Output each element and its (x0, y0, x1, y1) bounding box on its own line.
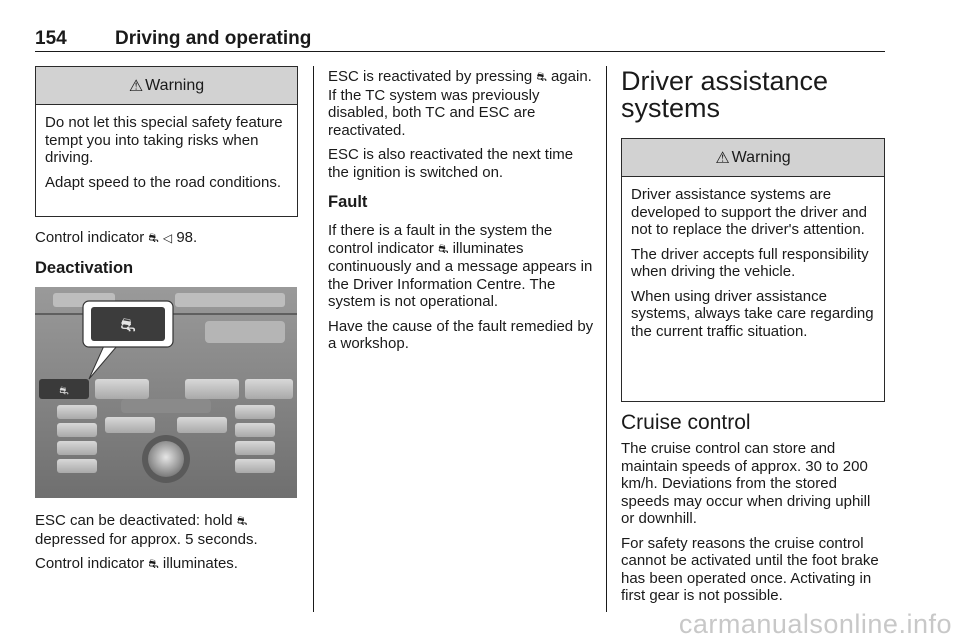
esc-off-icon: ⛐ (438, 241, 449, 256)
deactivation-heading: Deactivation (35, 259, 134, 277)
warning-header (36, 67, 297, 105)
warning-icon: ⚠ (128, 77, 144, 95)
esc-off-icon: ⛐ (536, 70, 547, 84)
column-divider (313, 66, 314, 612)
fault-paragraph: If there is a fault in the system the control indicator (328, 222, 553, 257)
indicator-text-cont: illuminates. (162, 555, 238, 572)
warning-paragraph: Do not let this special safety feature tempt you into taking risks when driving. (45, 114, 283, 166)
cruise-paragraph: For safety reasons the cruise control cannot be activated until the foot brake has been operated once. Activating in first gear is not possible. (621, 534, 879, 604)
fault-text (328, 222, 594, 360)
esc-off-icon: ⛐ (236, 514, 248, 528)
deactivate-text: ESC can be deactivated: hold (35, 512, 233, 529)
cruise-control-text (621, 440, 887, 612)
fault-paragraph-cont: illuminates continuously and a message appears in the Driver Information Centre. The system is not operational. (328, 239, 593, 310)
cruise-control-heading: Cruise control (621, 411, 751, 434)
esc-off-icon: ⛐ (148, 231, 159, 245)
warning-paragraph: Driver assistance systems are developed to support the driver and not to replace the driver's attention. (631, 186, 867, 238)
fault-heading: Fault (328, 193, 368, 211)
fault-remedy-paragraph: Have the cause of the fault remedied by a workshop. (328, 317, 594, 352)
esc-off-icon: ⛐ (148, 557, 159, 571)
warning-paragraph: Adapt speed to the road conditions. (45, 173, 282, 191)
reactivation-paragraph-cont: again. If the TC system was previously disabled, both TC and ESC are reactivated. (328, 68, 592, 139)
control-indicator-line (35, 229, 300, 248)
reactivation-text (328, 68, 594, 188)
svg-text:⛐: ⛐ (120, 315, 136, 336)
page-number: 154 (35, 28, 67, 49)
warning-box (35, 66, 298, 217)
reactivation-paragraph: ESC is reactivated by pressing (328, 68, 533, 85)
column-divider (606, 66, 607, 612)
svg-text:⛐: ⛐ (59, 384, 69, 397)
page-ref-number: 98. (176, 229, 198, 246)
console-photo (35, 287, 297, 498)
deactivate-text-cont: depressed for approx. 5 seconds. (35, 530, 258, 548)
warning-title: Warning (145, 76, 205, 94)
warning-title: Warning (731, 148, 791, 166)
warning-icon: ⚠ (715, 149, 730, 167)
page-header (35, 26, 885, 52)
indicator-text: Control indicator (35, 555, 145, 572)
ignition-paragraph: ESC is also reactivated the next time the ignition is switched on. (328, 146, 574, 181)
warning-box (621, 138, 885, 402)
warning-header (622, 139, 884, 177)
page-ref-icon: ◁ (162, 231, 173, 245)
control-indicator-label: Control indicator (35, 229, 145, 246)
warning-paragraph: When using driver assistance systems, always take care regarding the current traffic situation. (631, 287, 874, 340)
warning-paragraph: The driver accepts full responsibility when driving the vehicle. (631, 245, 869, 280)
deactivate-instruction (35, 512, 300, 581)
watermark: carmanualsonline.info (678, 609, 952, 639)
cruise-paragraph: The cruise control can store and maintain speeds of approx. 30 to 200 km/h. Deviations from the stored speeds may occur when driving uphill or downhill. (621, 440, 871, 527)
driver-assistance-heading: Driver assistance systems (621, 66, 829, 123)
section-title: Driving and operating (115, 28, 312, 49)
